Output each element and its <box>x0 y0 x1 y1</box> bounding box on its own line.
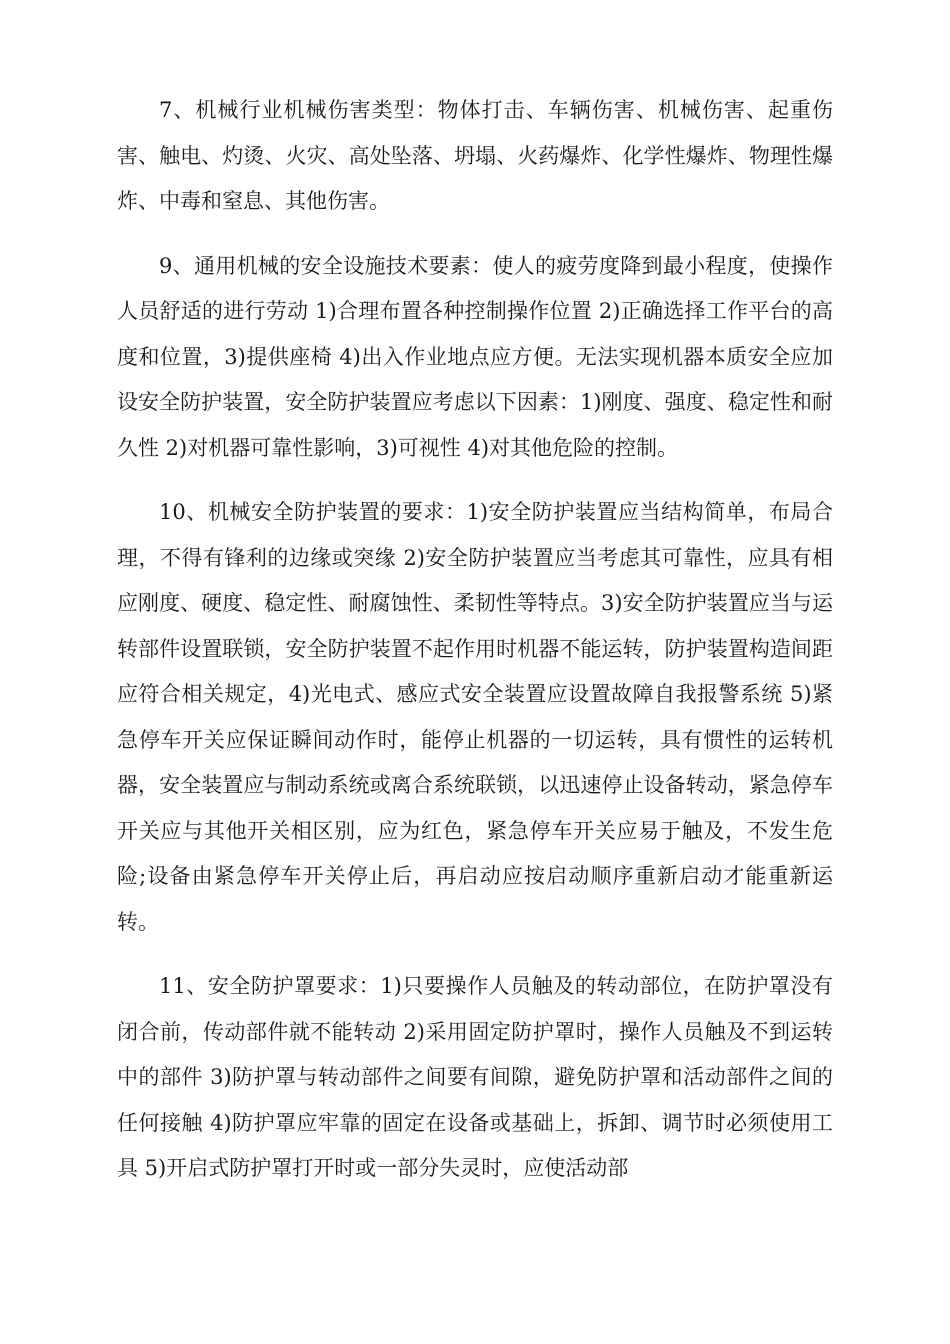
paragraph-item-11: 11、安全防护罩要求：1)只要操作人员触及的转动部位，在防护罩没有闭合前，传动部件就不能转动 2)采用固定防护罩时，操作人员触及不到运转中的部件 3)防护罩与转动部件之间要有间隙，避免防护罩和活动部件之间的任何接触 4)防护罩应牢靠的固定在设备或基础上，拆卸、调节时必须使用工具 5)开启式防护罩打开时或一部分失灵时，应使活动部 <box>117 974 833 1180</box>
paragraph-item-10: 10、机械安全防护装置的要求：1)安全防护装置应当结构简单，布局合理，不得有锋利的边缘或突缘 2)安全防护装置应当考虑其可靠性，应具有相应刚度、硬度、稳定性、耐腐蚀性、柔韧性等特点。3)安全防护装置应当与运转部件设置联锁，安全防护装置不起作用时机器不能运转，防护装置构造间距应符合相关规定，4)光电式、感应式安全装置应设置故障自我报警系统 5)紧急停车开关应保证瞬间动作时，能停止机器的一切运转，具有惯性的运转机器，安全装置应与制动系统或离合系统联锁，以迅速停止设备转动，紧急停车开关应与其他开关相区别，应为红色，紧急停车开关应易于触及，不发生危险;设备由紧急停车开关停止后，再启动应按启动顺序重新启动才能重新运转。 <box>117 500 833 934</box>
document-body <box>117 88 833 1211</box>
paragraph-item-9: 9、通用机械的安全设施技术要素：使人的疲劳度降到最小程度，使操作人员舒适的进行劳动 1)合理布置各种控制操作位置 2)正确选择工作平台的高度和位置，3)提供座椅 4)出入作业地点应方便。无法实现机器本质安全应加设安全防护装置，安全防护装置应考虑以下因素：1)刚度、强度、稳定性和耐久性 2)对机器可靠性影响，3)可视性 4)对其他危险的控制。 <box>117 253 833 460</box>
paragraph-item-7: 7、机械行业机械伤害类型：物体打击、车辆伤害、机械伤害、起重伤害、触电、灼烫、火灾、高处坠落、坍塌、火药爆炸、化学性爆炸、物理性爆炸、中毒和窒息、其他伤害。 <box>117 98 833 213</box>
